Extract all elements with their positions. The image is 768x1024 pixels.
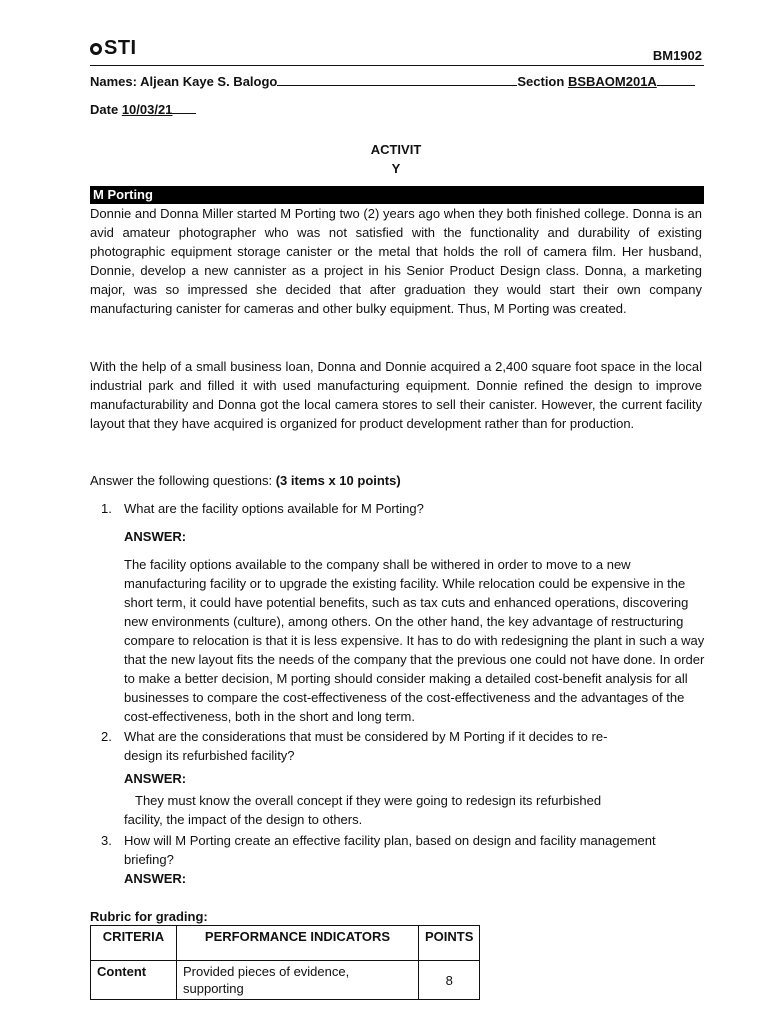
instructions	[90, 471, 401, 490]
title-line-2: Y	[391, 161, 401, 176]
question-2-text: What are the considerations that must be considered by M Porting if it decides to re-design its refurbished facility?	[124, 729, 608, 763]
instructions-text: Answer the following questions:	[90, 473, 276, 488]
answer-2-label: ANSWER:	[124, 771, 187, 786]
rubric-header-indicators: PERFORMANCE INDICATORS	[177, 926, 419, 961]
section-label: Section	[517, 74, 565, 89]
rubric-table	[90, 925, 480, 1000]
section-value: BSBAOM201A	[567, 74, 657, 89]
section-blank	[657, 71, 695, 86]
question-1-number: 1.	[101, 501, 112, 516]
header-divider	[90, 65, 704, 66]
question-2-number: 2.	[101, 729, 112, 744]
answer-1-text: The facility options available to the company shall be withered in order to move to a new manufacturing facility or to upgrade the existing facility. While relocation could be expensive in the short term, it could have potential benefits, such as tax cuts and enhanced operations, discovering new environments (culture), among others. On the other hand, the key advantage of restructuring compare to relocation is that it is less expensive. It has to do with redesigning the plant in such a way that the new layout fits the needs of the company that the previous one could not have done. In order to make a better decision, M porting should consider making a detailed cost-benefit analysis for all businesses to compare the cost-effectiveness of the cost-effectiveness and the advantages of the cost-effectiveness, both in the short and long term.	[124, 557, 705, 724]
case-heading-bar: M Porting	[90, 186, 704, 204]
rubric-row	[91, 961, 480, 1000]
title-line-1: ACTIVIT	[370, 142, 422, 157]
date-label: Date	[90, 102, 119, 117]
answer-3-label: ANSWER:	[124, 871, 187, 886]
activity-title	[340, 140, 452, 178]
logo-text: STI	[104, 37, 137, 59]
sti-logo	[90, 39, 137, 58]
document-code: BM1902	[652, 48, 702, 63]
question-3	[101, 831, 701, 869]
instructions-points: (3 items x 10 points)	[275, 473, 401, 488]
names-line	[90, 71, 695, 91]
names-blank	[277, 71, 517, 86]
question-3-number: 3.	[101, 833, 112, 848]
date-value: 10/03/21	[121, 102, 173, 117]
case-paragraph-1: Donnie and Donna Miller started M Porting two (2) years ago when they both finished college. Donna is an avid amateur photographer who was not satisfied with the functionality and durability of existing photographic equipment storage canister or the metal that holds the roll of camera film. Her husband, Donnie, develop a new cannister as a project in his Senior Product Design class. Donna, a marketing major, was so impressed she decided that after graduation they would start their own company manufacturing canister for cameras and other bulky equipment. Thus, M Porting was created.	[90, 206, 702, 316]
rubric-points-cell: 8	[419, 961, 480, 1000]
sti-logo-icon	[90, 43, 102, 55]
date-line	[90, 99, 196, 119]
rubric-criteria-cell: Content	[91, 961, 177, 1000]
rubric-header-criteria: CRITERIA	[91, 926, 177, 961]
rubric-header-points: POINTS	[419, 926, 480, 961]
question-1	[101, 499, 701, 518]
rubric-header-row	[91, 926, 480, 961]
question-3-text: How will M Porting create an effective facility plan, based on design and facility management briefing?	[124, 833, 656, 867]
case-paragraph-2: With the help of a small business loan, Donna and Donnie acquired a 2,400 square foot space in the local industrial park and filled it with used manufacturing equipment. Donnie refined the design to improve manufacturability and Donna got the local camera stores to sell their canister. However, the current facility layout that they have acquired is organized for product development rather than for production.	[90, 359, 702, 431]
answer-2-text: They must know the overall concept if they were going to redesign its refurbished facility, the impact of the design to others.	[124, 793, 602, 827]
answer-1-label: ANSWER:	[124, 529, 187, 544]
date-blank	[172, 99, 196, 114]
question-1-text: What are the facility options available for M Porting?	[124, 501, 424, 516]
question-2	[101, 727, 701, 765]
rubric-indicator-cell: Provided pieces of evidence, supporting	[177, 961, 419, 1000]
rubric-label: Rubric for grading:	[90, 909, 208, 924]
names-label: Names: Aljean Kaye S. Balogo	[90, 74, 278, 89]
